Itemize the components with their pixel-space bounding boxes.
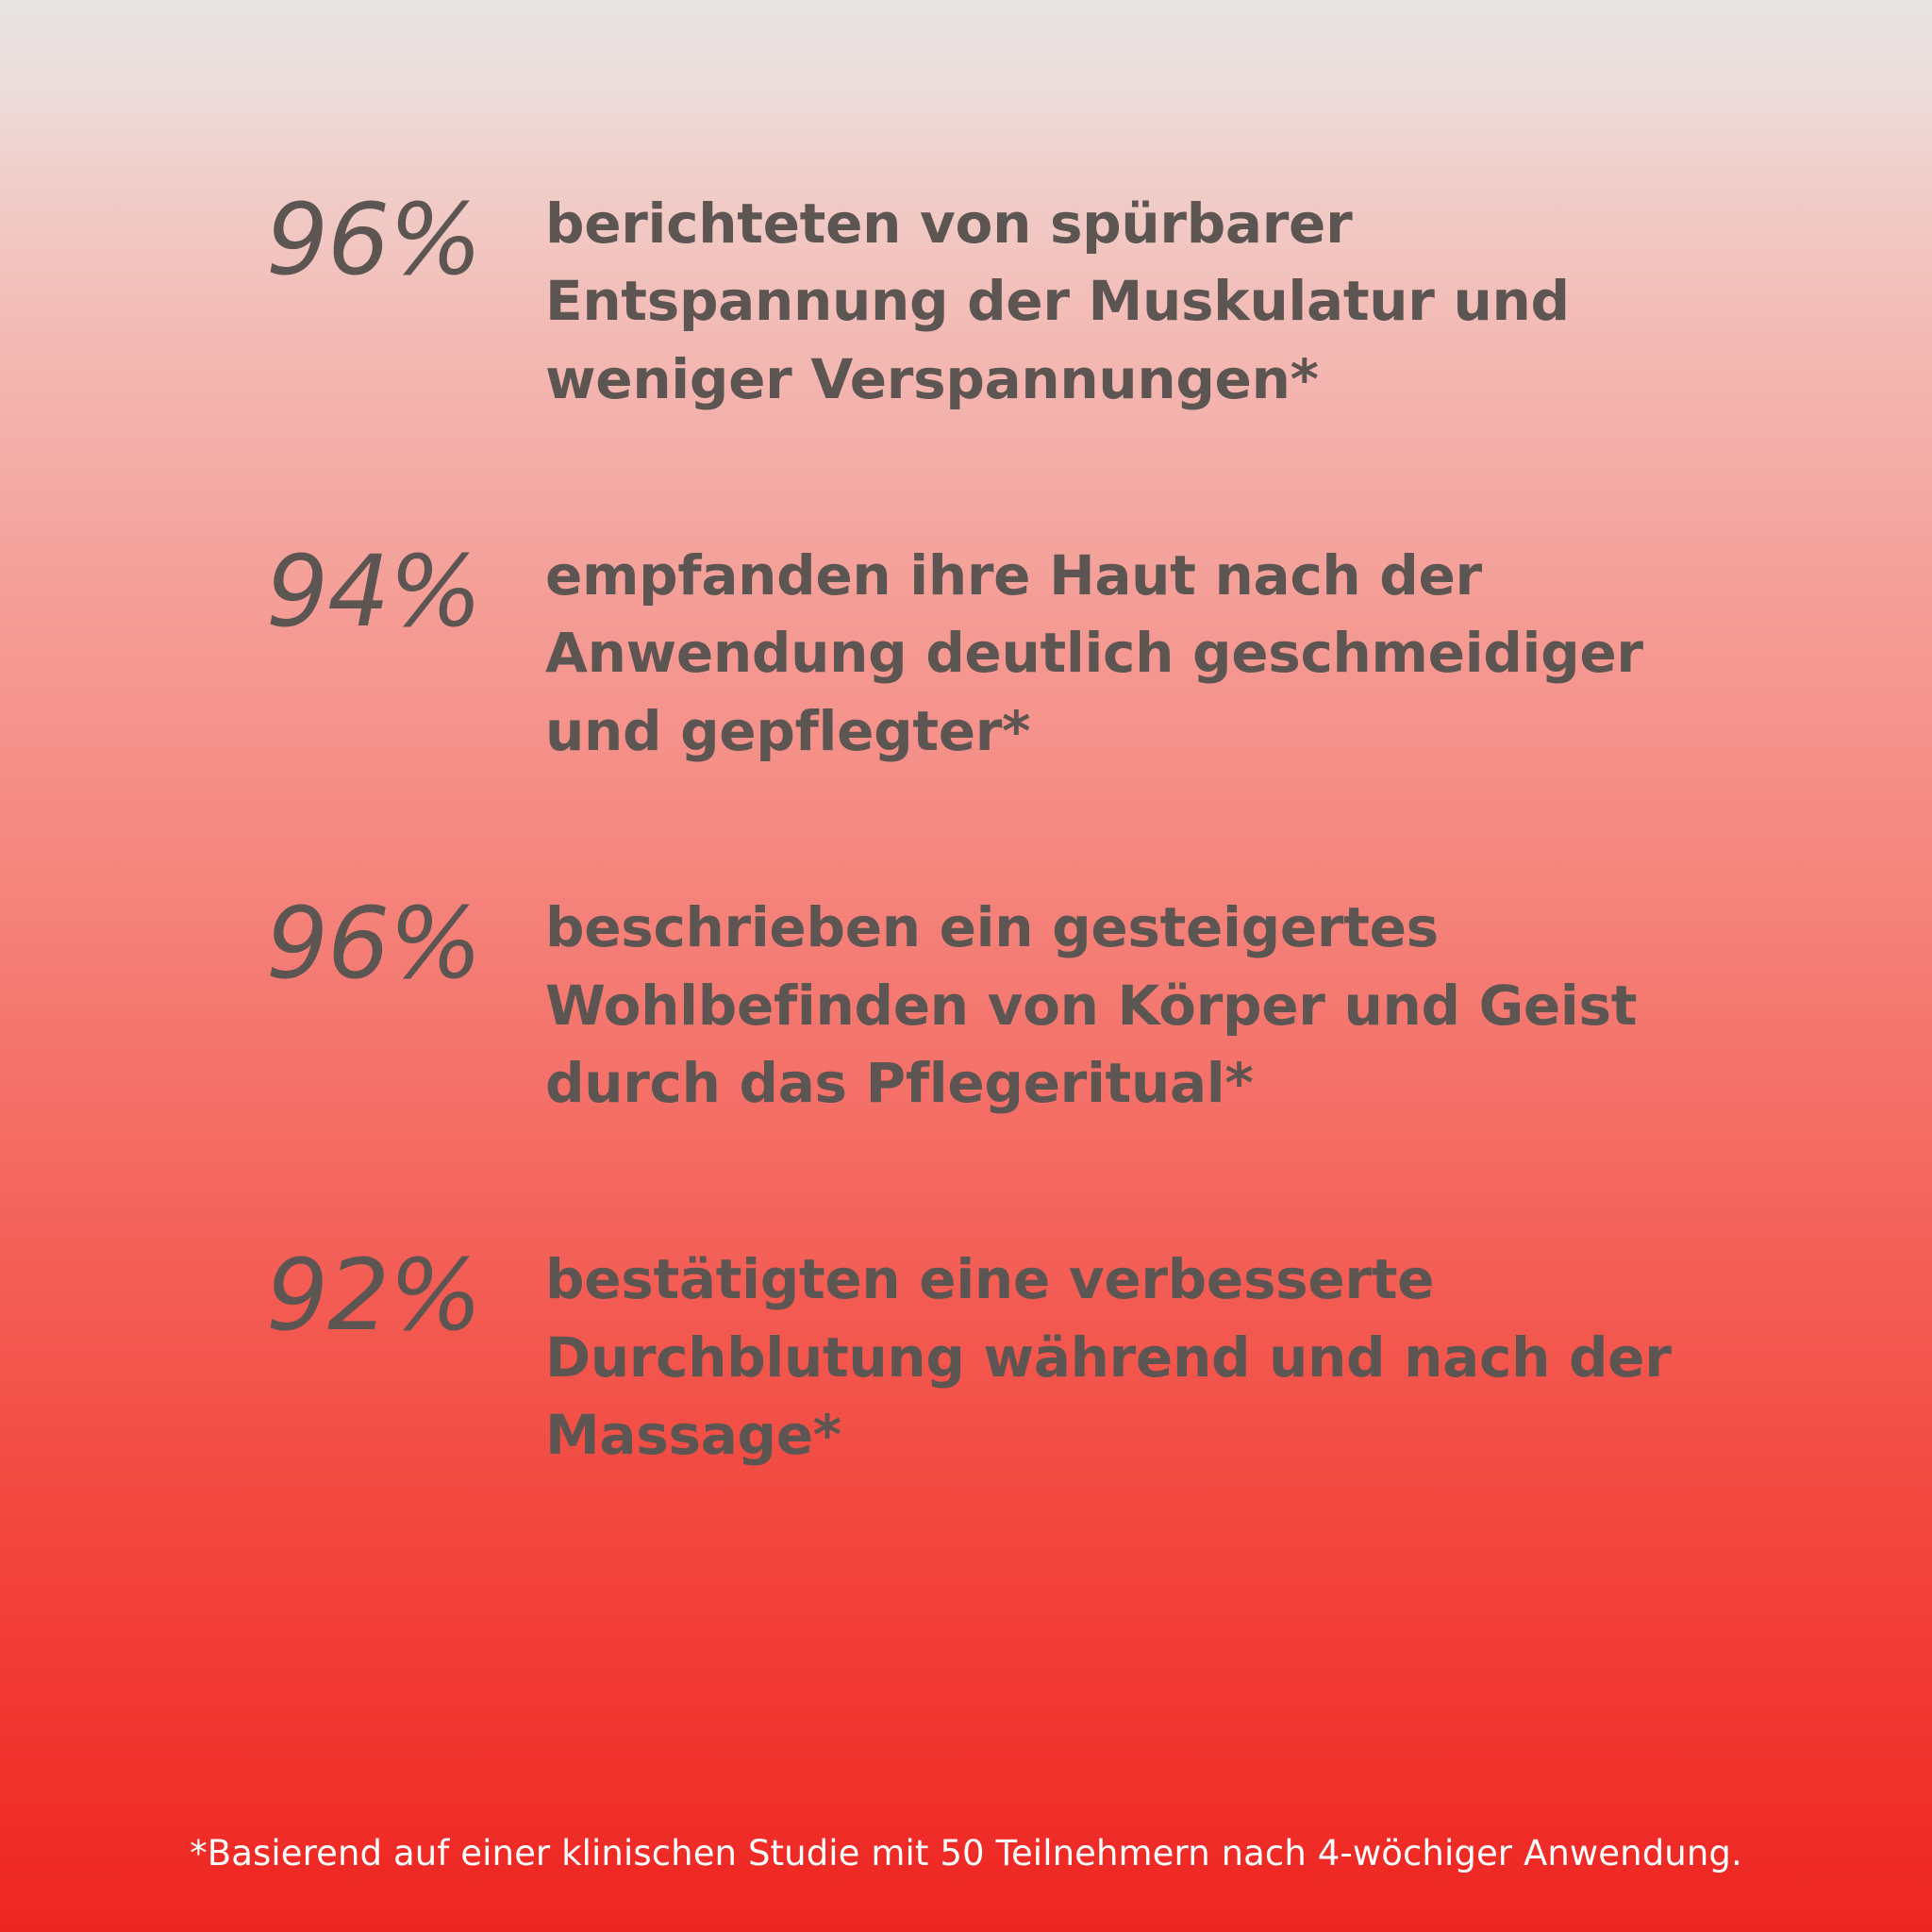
stat-percentage: 94%: [266, 534, 482, 650]
list-item: [0, 886, 1932, 1122]
statistics-list: [0, 182, 1932, 1592]
footnote-text: *Basierend auf einer klinischen Studie mit 50 Teilnehmern nach 4-wöchiger Anwendung.: [190, 1833, 1742, 1874]
list-item: [0, 534, 1932, 770]
stat-description: bestätigten eine verbesserte Durchblutung während und nach der Massage*: [545, 1247, 1672, 1467]
stat-percentage: 96%: [266, 182, 482, 297]
stat-percentage: 96%: [266, 886, 482, 1002]
stat-description: beschrieben ein gesteigertes Wohlbefinden von Körper und Geist durch das Pflegeritual*: [545, 895, 1638, 1115]
list-item: [0, 182, 1932, 418]
stat-percentage: 92%: [266, 1238, 482, 1354]
list-item: [0, 1238, 1932, 1474]
stat-description: berichteten von spürbarer Entspannung der Muskulatur und weniger Verspannungen*: [545, 192, 1570, 411]
stat-description: empfanden ihre Haut nach der Anwendung deutlich geschmeidiger und gepflegter*: [545, 543, 1643, 763]
